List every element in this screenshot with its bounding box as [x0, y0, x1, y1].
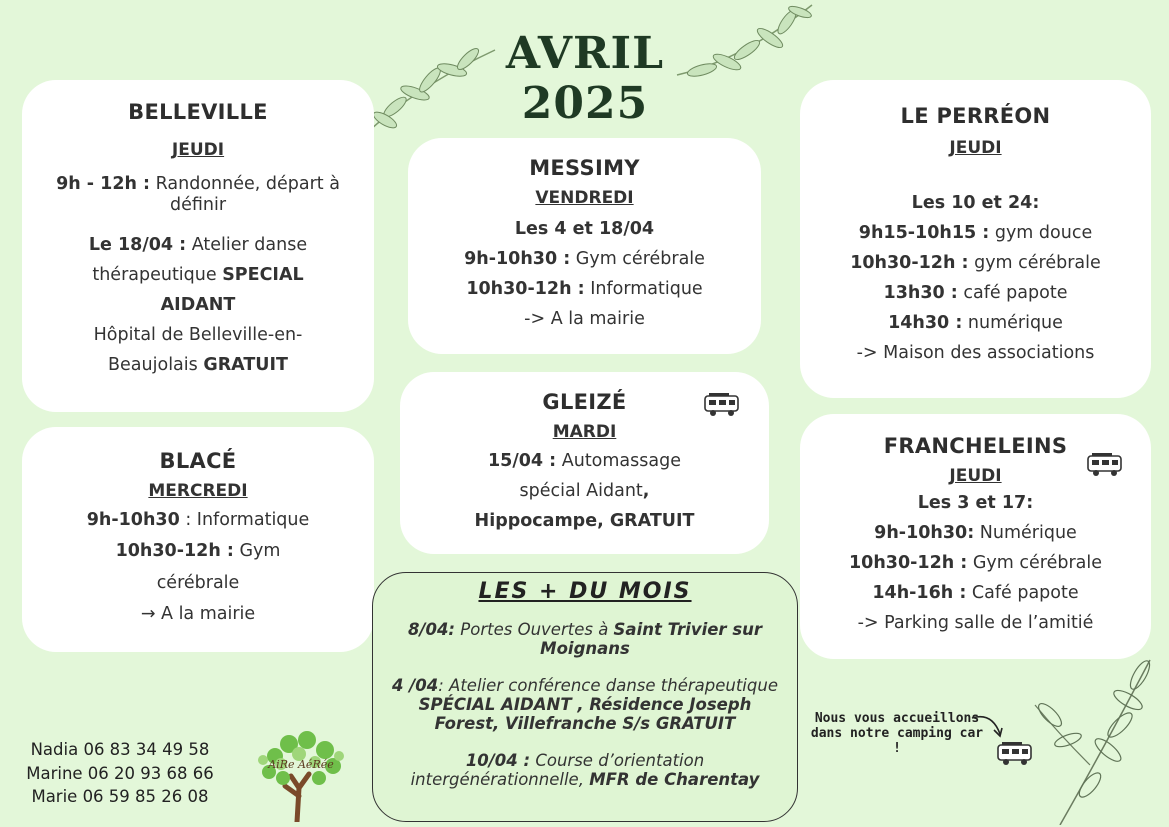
activity-line: 14h30 : numérique: [888, 313, 1063, 333]
card-title: LE PERRÉON: [900, 104, 1051, 128]
page-title-year: 2025: [521, 78, 649, 129]
extras-card: [372, 572, 798, 822]
extra-item: 10/04 : Course d’orientation intergénérationnelle, MFR de Charentay: [410, 751, 760, 789]
van-icon: [702, 392, 742, 418]
activity-line: -> Parking salle de l’amitié: [857, 613, 1094, 633]
activity-line: Hippocampe, GRATUIT: [474, 511, 695, 531]
arrow-icon: [968, 712, 1008, 744]
card-title: BELLEVILLE: [128, 100, 268, 124]
activity-line: 13h30 : café papote: [883, 283, 1068, 303]
contact-item: Marine 06 20 93 68 66: [26, 763, 214, 783]
card-title: BLACÉ: [159, 449, 237, 473]
activity-line: 10h30-12h : Informatique: [466, 279, 703, 299]
contact-list: [20, 738, 220, 809]
card-day: JEUDI: [949, 466, 1002, 486]
blace-card: [22, 427, 374, 652]
page-title-month: AVRIL: [505, 28, 665, 79]
activity-line: spécial Aidant,: [519, 481, 650, 501]
card-day: MERCREDI: [148, 481, 248, 501]
activity-line: Hôpital de Belleville-en-Beaujolais GRATUIT: [93, 325, 303, 375]
camping-note: Nous vous accueillons dans notre camping car !: [810, 711, 984, 756]
extra-item: 8/04: Portes Ouvertes à Saint Trivier sur Moignans: [407, 620, 763, 658]
card-day: VENDREDI: [535, 188, 634, 208]
van-icon: [1085, 452, 1125, 478]
card-title: MESSIMY: [529, 156, 640, 180]
activity-line: 9h15-10h15 : gym douce: [858, 223, 1093, 243]
card-title: GLEIZÉ: [542, 390, 627, 414]
logo: [255, 726, 347, 822]
extras-title: LES + DU MOIS: [478, 579, 692, 604]
francheleins-card: [800, 414, 1151, 659]
activity-line: Le 18/04 : Atelier danse thérapeutique SPECIAL AIDANT: [88, 235, 308, 315]
activity-line: 9h-10h30 : Gym cérébrale: [464, 249, 705, 269]
leaf-branch-icon: [1020, 645, 1165, 825]
activity-line: 9h-10h30: Numérique: [874, 523, 1077, 543]
activity-line: 9h-10h30 : Informatique: [86, 510, 310, 530]
activity-line: -> Maison des associations: [856, 343, 1095, 363]
activity-line: 10h30-12h : gym cérébrale: [850, 253, 1101, 273]
logo-text: AiRe AéRée: [268, 758, 334, 771]
activity-line: -> A la mairie: [524, 309, 645, 329]
messimy-card: [408, 138, 761, 354]
card-title: FRANCHELEINS: [883, 434, 1068, 458]
contact-item: Nadia 06 83 34 49 58: [30, 740, 210, 759]
activity-line: 14h-16h : Café papote: [872, 583, 1079, 603]
card-dates: Les 3 et 17:: [917, 493, 1034, 513]
activity-line: 10h30-12h : Gym cérébrale: [848, 553, 1103, 573]
card-day: JEUDI: [949, 138, 1002, 158]
contact-item: Marie 06 59 85 26 08: [31, 787, 209, 806]
van-icon: [995, 741, 1035, 767]
card-dates: Les 10 et 24:: [911, 193, 1040, 213]
perreon-card: [800, 80, 1151, 398]
card-dates: Les 4 et 18/04: [514, 219, 655, 239]
belleville-card: [22, 80, 374, 412]
activity-line: 9h - 12h : Randonnée, départ à définir: [56, 174, 340, 215]
tree-icon: [255, 726, 347, 822]
card-day: MARDI: [552, 422, 617, 442]
activity-line: 10h30-12h : Gym cérébrale: [115, 541, 281, 593]
activity-line: 15/04 : Automassage: [487, 451, 681, 471]
card-day: JEUDI: [171, 140, 225, 160]
extra-item: 4 /04: Atelier conférence danse thérapeutique SPÉCIAL AIDANT , Résidence Joseph Forest, Villefranche S/s GRATUIT: [392, 676, 778, 733]
activity-line: → A la mairie: [140, 604, 256, 624]
